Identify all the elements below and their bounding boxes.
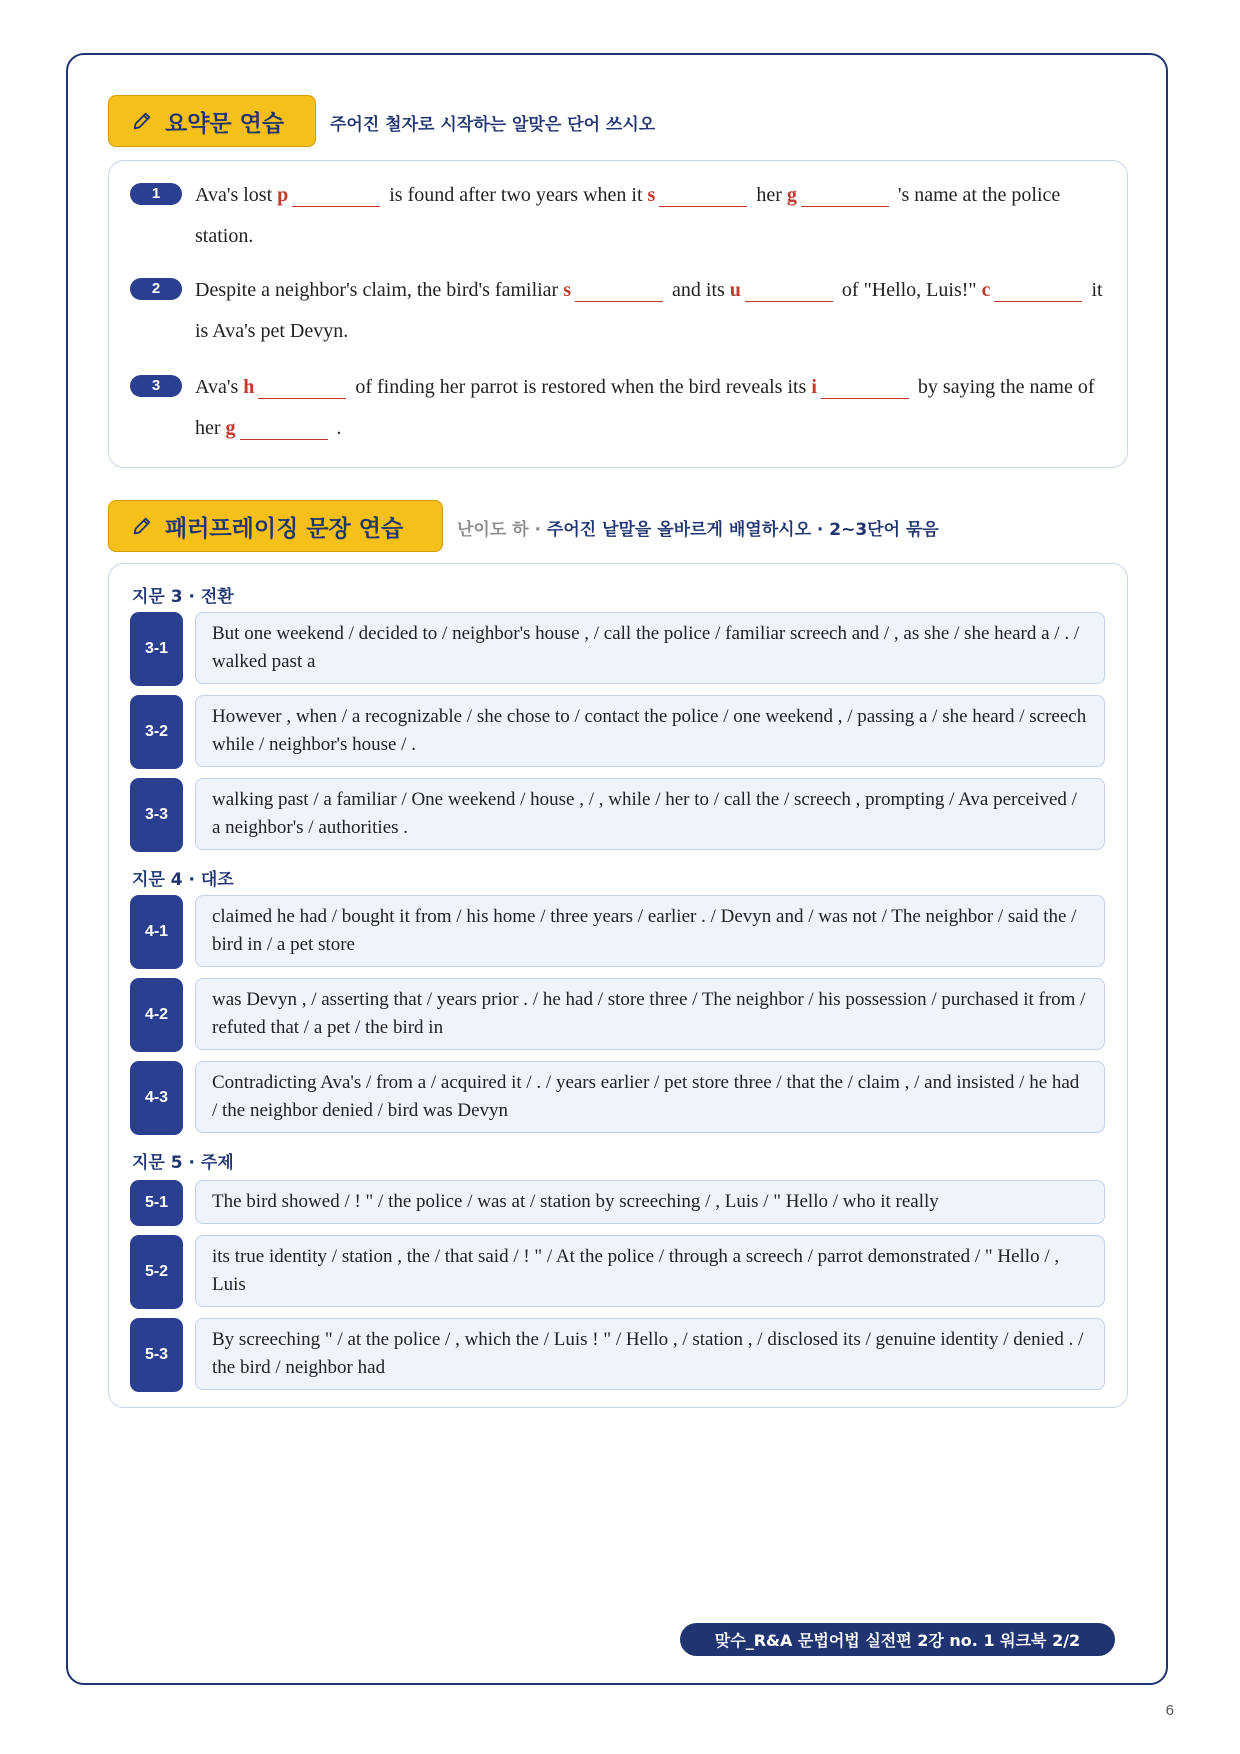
paraphrase-instruction: 주어진 낱말을 올바르게 배열하시오 · 2~3단어 묶음 xyxy=(546,520,939,540)
answer-blank[interactable] xyxy=(994,275,1082,302)
paraphrase-instruction-line xyxy=(457,515,939,540)
word-chunks-box: By screeching " / at the police / , which the / Luis ! " / Hello , / station , / disclosed its / genuine identity / denied . / the bird / neighbor had xyxy=(195,1318,1105,1390)
sentence-text: of finding her parrot is restored when the bird reveals its xyxy=(350,376,812,398)
word-chunks-box: But one weekend / decided to / neighbor's house , / call the police / familiar screech and / , as she / she heard a / . / walked past a xyxy=(195,612,1105,684)
paraphrase-title: 패러프레이징 문장 연습 xyxy=(165,515,404,542)
sentence-text: Despite a neighbor's claim, the bird's familiar xyxy=(195,279,564,301)
initial-letter-hint: s xyxy=(647,184,656,206)
summary-title: 요약문 연습 xyxy=(165,110,285,137)
item-number-badge: 3 xyxy=(130,375,182,397)
answer-blank[interactable] xyxy=(240,413,328,440)
sentence-text: Ava's lost xyxy=(195,184,278,206)
initial-letter-hint: g xyxy=(225,417,236,439)
item-number-badge: 2 xyxy=(130,278,182,300)
initial-letter-hint: s xyxy=(563,279,572,301)
summary-instruction: 주어진 철자로 시작하는 알맞은 단어 쓰시오 xyxy=(330,115,656,135)
word-chunks-box: The bird showed / ! " / the police / was at / station by screeching / , Luis / " Hello / who it really xyxy=(195,1180,1105,1224)
sentence-text: her xyxy=(751,184,787,206)
answer-blank[interactable] xyxy=(745,275,833,302)
answer-blank[interactable] xyxy=(801,180,889,207)
item-number-badge: 1 xyxy=(130,183,182,205)
row-id-badge: 3-3 xyxy=(130,778,183,852)
answer-blank[interactable] xyxy=(575,275,663,302)
difficulty-label: 난이도 하 xyxy=(457,520,529,540)
word-chunks-box: claimed he had / bought it from / his home / three years / earlier . / Devyn and / was not / The neighbor / said the / bird in / a pet store xyxy=(195,895,1105,967)
word-chunks-box: Contradicting Ava's / from a / acquired it / . / years earlier / pet store three / that the / claim , / and insisted / he had / the neighbor denied / bird was Devyn xyxy=(195,1061,1105,1133)
passage-group-label: 지문 3 · 전환 xyxy=(132,587,234,607)
row-id-badge: 5-3 xyxy=(130,1318,183,1392)
page-number: 6 xyxy=(1165,1702,1174,1719)
initial-letter-hint: g xyxy=(786,184,797,206)
row-id-badge: 5-2 xyxy=(130,1235,183,1309)
initial-letter-hint: u xyxy=(729,279,741,301)
row-id-badge: 4-3 xyxy=(130,1061,183,1135)
passage-group-label: 지문 4 · 대조 xyxy=(132,870,234,890)
sentence-text: by saying the name of her xyxy=(195,376,1095,439)
separator: · xyxy=(528,520,547,540)
word-chunks-box: its true identity / station , the / that said / ! " / At the police / through a screech / parrot demonstrated / " Hello / , Luis xyxy=(195,1235,1105,1307)
sentence-text: is found after two years when it xyxy=(384,184,648,206)
summary-section-tag xyxy=(108,95,316,147)
initial-letter-hint: p xyxy=(277,184,289,206)
word-chunks-box: walking past / a familiar / One weekend / house , / , while / her to / call the / screech , prompting / Ava perceived / a neighbor's / authorities . xyxy=(195,778,1105,850)
row-id-badge: 3-2 xyxy=(130,695,183,769)
summary-sentence xyxy=(195,367,1105,449)
initial-letter-hint: c xyxy=(981,279,991,301)
summary-sentence xyxy=(195,175,1105,257)
answer-blank[interactable] xyxy=(821,372,909,399)
answer-blank[interactable] xyxy=(659,180,747,207)
paraphrase-section-tag xyxy=(108,500,443,552)
answer-blank[interactable] xyxy=(292,180,380,207)
pencil-icon xyxy=(131,110,153,132)
row-id-badge: 5-1 xyxy=(130,1180,183,1226)
row-id-badge: 3-1 xyxy=(130,612,183,686)
answer-blank[interactable] xyxy=(258,372,346,399)
footer-label: 맞수_R&A 문법어법 실전편 2강 no. 1 워크북 2/2 xyxy=(680,1623,1115,1656)
sentence-text: Ava's xyxy=(195,376,244,398)
row-id-badge: 4-1 xyxy=(130,895,183,969)
pencil-icon xyxy=(131,515,153,537)
initial-letter-hint: i xyxy=(811,376,817,398)
sentence-text: it is Ava's pet Devyn. xyxy=(195,279,1103,342)
sentence-text: and its xyxy=(667,279,730,301)
word-chunks-box: However , when / a recognizable / she chose to / contact the police / one weekend , / passing a / she heard / screech while / neighbor's house / . xyxy=(195,695,1105,767)
word-chunks-box: was Devyn , / asserting that / years prior . / he had / store three / The neighbor / his possession / purchased it from / refuted that / a pet / the bird in xyxy=(195,978,1105,1050)
summary-sentence xyxy=(195,270,1105,352)
sentence-text: . xyxy=(331,417,342,439)
initial-letter-hint: h xyxy=(243,376,255,398)
row-id-badge: 4-2 xyxy=(130,978,183,1052)
passage-group-label: 지문 5 · 주제 xyxy=(132,1153,234,1173)
sentence-text: of "Hello, Luis!" xyxy=(836,279,982,301)
sentence-text: 's name at the police station. xyxy=(195,184,1061,247)
